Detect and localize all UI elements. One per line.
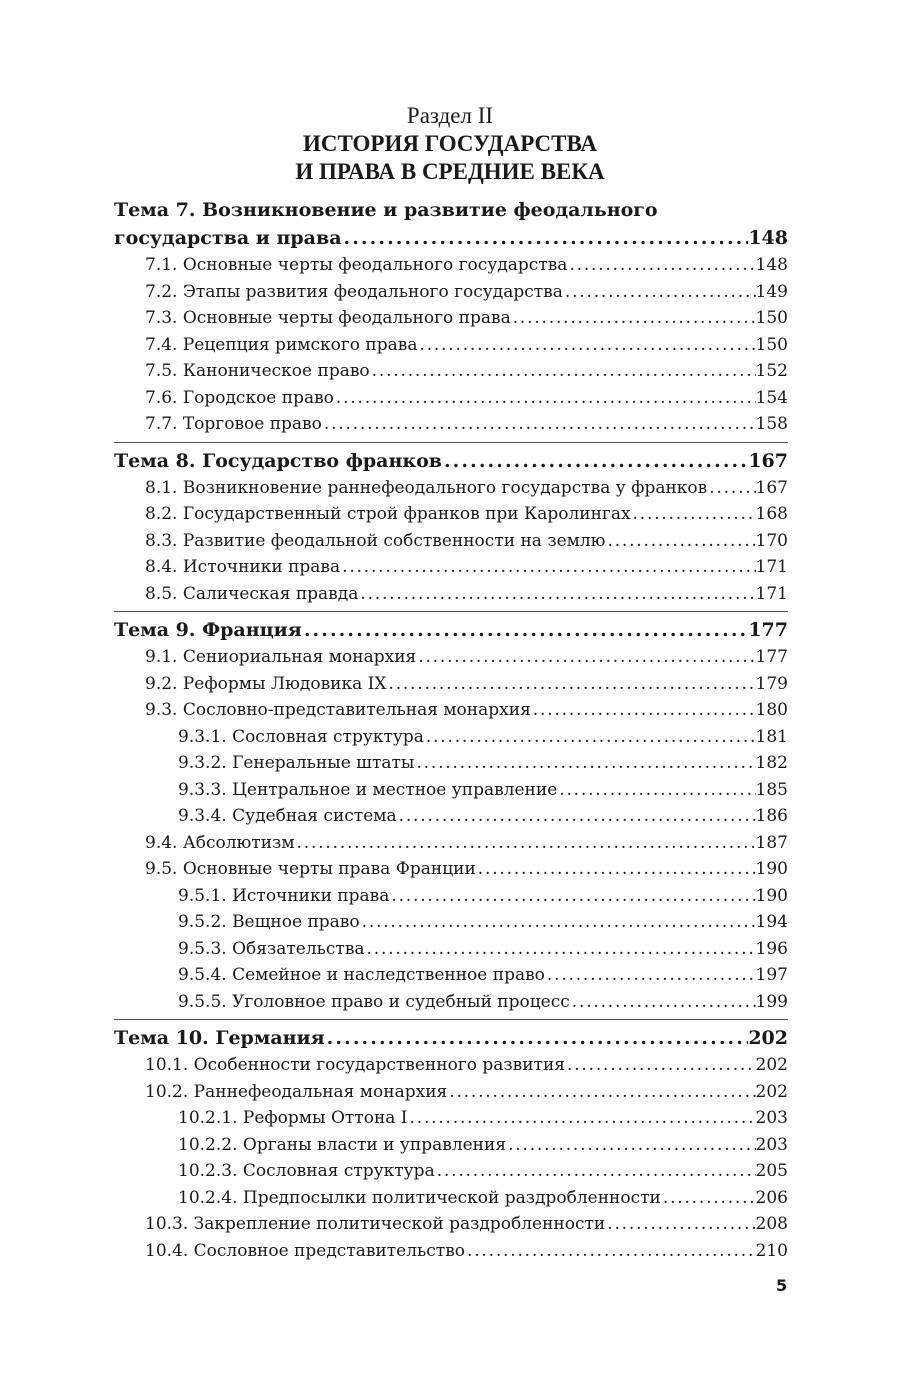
- item-page: 202: [755, 1081, 788, 1102]
- dot-leader: [476, 856, 756, 883]
- toc-item-9-5[interactable]: [114, 856, 788, 883]
- item-label: 9.5.1. Источники права: [178, 885, 390, 906]
- item-label: 7.7. Торговое право: [145, 414, 322, 434]
- toc-item-9-3-3[interactable]: [114, 777, 788, 804]
- dot-leader: [605, 1211, 755, 1238]
- toc-item-8-1[interactable]: [114, 475, 788, 502]
- toc-item-10-1[interactable]: [114, 1052, 788, 1079]
- item-page: 154: [755, 387, 788, 408]
- dot-leader: [302, 616, 749, 644]
- item-label: 9.3.2. Генеральные штаты: [178, 753, 415, 773]
- item-label: 8.4. Источники права: [145, 557, 341, 577]
- toc-item-10-2[interactable]: [114, 1079, 788, 1106]
- dot-leader: [389, 883, 755, 910]
- toc-item-9-3-2[interactable]: [114, 750, 788, 777]
- toc-item-7-2[interactable]: [114, 279, 788, 306]
- dot-leader: [661, 1185, 756, 1212]
- item-label: 9.3. Сословно-представительная монархия: [145, 700, 531, 720]
- dot-leader: [442, 447, 748, 475]
- theme-10-page: 202: [748, 1027, 788, 1049]
- theme-9-block: [114, 616, 788, 1015]
- toc-item-7-4[interactable]: [114, 332, 788, 359]
- dot-leader: [295, 830, 756, 857]
- dot-leader: [417, 332, 755, 359]
- item-label: 8.2. Государственный строй франков при Каролингах: [145, 504, 631, 524]
- dot-leader: [370, 358, 756, 385]
- toc-item-9-5-3[interactable]: [114, 936, 788, 963]
- item-label: 10.2.4. Предпосылки политической раздробленности: [178, 1187, 661, 1208]
- dot-leader: [563, 279, 756, 306]
- theme-7-entry[interactable]: [114, 224, 788, 252]
- toc-item-9-3-4[interactable]: [114, 803, 788, 830]
- item-label: 9.5.5. Уголовное право и судебный процесс: [178, 991, 570, 1012]
- theme-9-title: Тема 9. Франция: [114, 619, 302, 641]
- item-label: 10.1. Особенности государственного развития: [145, 1055, 566, 1075]
- item-page: 177: [755, 647, 788, 667]
- theme-8-entry[interactable]: [114, 447, 788, 475]
- dot-leader: [408, 1105, 756, 1132]
- toc-item-8-2[interactable]: [114, 501, 788, 528]
- item-page: 194: [755, 912, 788, 932]
- item-page: 158: [755, 414, 788, 434]
- theme-10-entry[interactable]: [114, 1024, 788, 1052]
- toc-item-9-3-1[interactable]: [114, 724, 788, 751]
- theme-7-title-line-1: Тема 7. Возникновение и развитие феодального: [114, 199, 658, 221]
- toc-item-10-2-4[interactable]: [114, 1185, 788, 1212]
- toc-item-7-1[interactable]: [114, 252, 788, 279]
- dot-leader: [605, 528, 755, 555]
- dot-leader: [570, 989, 756, 1016]
- dot-leader: [707, 475, 755, 502]
- item-page: 152: [755, 361, 788, 381]
- dot-leader: [387, 671, 756, 698]
- dot-leader: [424, 724, 756, 751]
- theme-7-title-line-2: государства и права: [114, 227, 342, 249]
- item-label: 8.1. Возникновение раннефеодального государства у франков: [145, 477, 708, 498]
- section-label: Раздел II: [406, 103, 494, 128]
- item-label: 9.5.2. Вещное право: [178, 912, 360, 932]
- toc-item-8-3[interactable]: [114, 528, 788, 555]
- item-page: 179: [755, 673, 788, 694]
- item-label: 10.2.3. Сословная структура: [178, 1161, 435, 1181]
- item-page: 170: [755, 530, 788, 551]
- theme-10-title: Тема 10. Германия: [114, 1027, 325, 1049]
- toc-item-10-2-3[interactable]: [114, 1158, 788, 1185]
- toc-item-10-2-1[interactable]: [114, 1105, 788, 1132]
- toc-item-7-6[interactable]: [114, 385, 788, 412]
- section-divider: [114, 1019, 788, 1020]
- item-label: 7.5. Каноническое право: [145, 361, 370, 381]
- item-label: 9.3.3. Центральное и местное управление: [178, 779, 558, 800]
- toc-item-10-4[interactable]: [114, 1238, 788, 1265]
- dot-leader: [397, 803, 756, 830]
- section-divider: [114, 442, 788, 443]
- item-label: 7.2. Этапы развития феодального государства: [145, 281, 563, 302]
- item-label: 9.4. Абсолютизм: [145, 832, 295, 853]
- dot-leader: [557, 777, 755, 804]
- dot-leader: [545, 962, 756, 989]
- dot-leader: [334, 385, 756, 412]
- theme-7-block: [114, 196, 788, 438]
- item-page: 148: [755, 255, 788, 275]
- dot-leader: [416, 644, 755, 671]
- item-page: 181: [755, 726, 788, 747]
- dot-leader: [567, 252, 755, 279]
- item-page: 197: [755, 965, 788, 985]
- item-label: 7.6. Городское право: [145, 387, 334, 408]
- item-page: 196: [755, 938, 788, 959]
- toc-item-9-1[interactable]: [114, 644, 788, 671]
- dot-leader: [414, 750, 755, 777]
- item-page: 205: [755, 1161, 788, 1181]
- section-title-line-1: ИСТОРИЯ ГОСУДАРСТВА: [302, 131, 598, 156]
- item-page: 199: [755, 991, 788, 1012]
- theme-10-block: [114, 1024, 788, 1264]
- toc-item-9-2[interactable]: [114, 671, 788, 698]
- dot-leader: [342, 224, 749, 252]
- item-label: 9.1. Сениориальная монархия: [145, 647, 417, 667]
- item-page: 202: [755, 1055, 788, 1075]
- dot-leader: [340, 554, 755, 581]
- dot-leader: [360, 909, 756, 936]
- item-page: 185: [755, 779, 788, 800]
- item-page: 203: [755, 1134, 788, 1155]
- theme-9-entry[interactable]: [114, 616, 788, 644]
- toc-item-9-5-1[interactable]: [114, 883, 788, 910]
- dot-leader: [631, 501, 756, 528]
- dot-leader: [358, 581, 755, 608]
- item-page: 190: [755, 885, 788, 906]
- item-label: 8.5. Салическая правда: [145, 583, 359, 604]
- item-label: 10.2.1. Реформы Оттона I: [178, 1108, 408, 1128]
- toc-item-8-4[interactable]: [114, 554, 788, 581]
- dot-leader: [447, 1079, 755, 1106]
- item-label: 10.2.2. Органы власти и управления: [178, 1134, 507, 1155]
- page-number: 5: [776, 1276, 788, 1295]
- item-label: 9.5. Основные черты права Франции: [145, 859, 476, 879]
- item-page: 203: [755, 1108, 788, 1128]
- item-label: 7.3. Основные черты феодального права: [145, 308, 511, 328]
- item-page: 150: [755, 308, 788, 328]
- dot-leader: [365, 936, 756, 963]
- toc-item-10-3[interactable]: [114, 1211, 788, 1238]
- dot-leader: [325, 1024, 749, 1052]
- item-page: 171: [755, 557, 788, 577]
- theme-7-page: 148: [748, 227, 788, 249]
- dot-leader: [435, 1158, 756, 1185]
- toc-item-10-2-2[interactable]: [114, 1132, 788, 1159]
- item-page: 187: [755, 832, 788, 853]
- item-label: 9.5.3. Обязательства: [178, 938, 365, 959]
- item-page: 186: [755, 806, 788, 826]
- dot-leader: [531, 697, 756, 724]
- item-page: 180: [755, 700, 788, 720]
- toc-item-9-5-4[interactable]: [114, 962, 788, 989]
- item-label: 7.1. Основные черты феодального государства: [145, 255, 568, 275]
- item-page: 206: [755, 1187, 788, 1208]
- toc-item-9-3[interactable]: [114, 697, 788, 724]
- item-page: 208: [755, 1214, 788, 1234]
- toc-item-7-3[interactable]: [114, 305, 788, 332]
- dot-leader: [322, 411, 756, 438]
- toc-item-7-7[interactable]: [114, 411, 788, 438]
- table-of-contents: [114, 196, 788, 1264]
- dot-leader: [565, 1052, 756, 1079]
- toc-item-9-4[interactable]: [114, 830, 788, 857]
- item-page: 167: [755, 477, 788, 498]
- section-divider: [114, 611, 788, 612]
- item-page: 168: [755, 504, 788, 524]
- theme-9-page: 177: [748, 619, 788, 641]
- toc-item-7-5[interactable]: [114, 358, 788, 385]
- item-label: 10.3. Закрепление политической раздробленности: [145, 1214, 606, 1234]
- item-page: 150: [755, 334, 788, 355]
- toc-item-9-5-5[interactable]: [114, 989, 788, 1016]
- item-label: 8.3. Развитие феодальной собственности на землю: [145, 530, 606, 551]
- theme-8-block: [114, 447, 788, 608]
- item-label: 9.3.4. Судебная система: [178, 806, 397, 826]
- item-page: 149: [755, 281, 788, 302]
- item-label: 10.2. Раннефеодальная монархия: [145, 1081, 448, 1102]
- dot-leader: [511, 305, 756, 332]
- item-page: 210: [755, 1240, 788, 1261]
- item-label: 9.3.1. Сословная структура: [178, 726, 424, 747]
- item-label: 9.2. Реформы Людовика IX: [145, 673, 387, 694]
- dot-leader: [465, 1238, 756, 1265]
- item-label: 10.4. Сословное представительство: [145, 1240, 466, 1261]
- item-label: 7.4. Рецепция римского права: [145, 334, 418, 355]
- toc-item-8-5[interactable]: [114, 581, 788, 608]
- item-label: 9.5.4. Семейное и наследственное право: [178, 965, 545, 985]
- toc-item-9-5-2[interactable]: [114, 909, 788, 936]
- item-page: 182: [755, 753, 788, 773]
- theme-8-page: 167: [748, 449, 788, 472]
- item-page: 190: [755, 859, 788, 879]
- dot-leader: [506, 1132, 755, 1159]
- item-page: 171: [755, 583, 788, 604]
- theme-8-title: Тема 8. Государство франков: [114, 449, 442, 472]
- section-title-line-2: И ПРАВА В СРЕДНИЕ ВЕКА: [295, 159, 605, 184]
